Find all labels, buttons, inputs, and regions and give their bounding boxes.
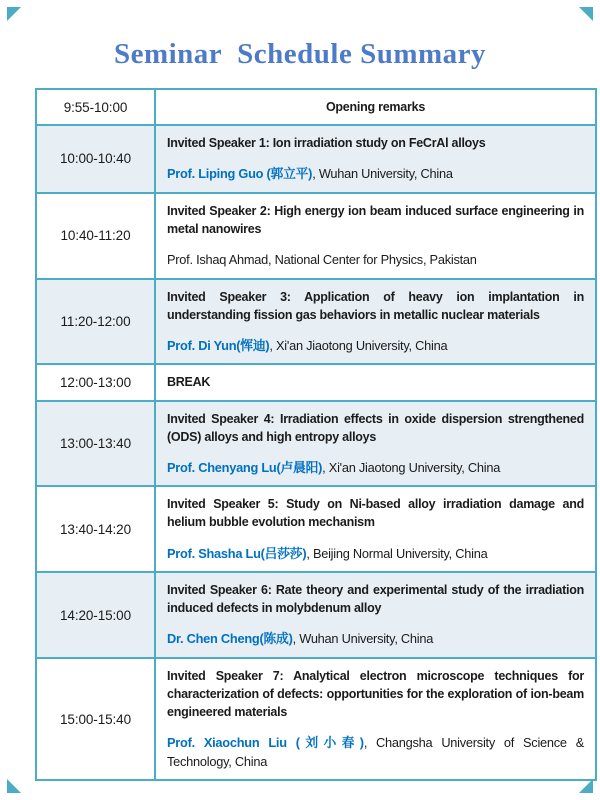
time-cell: 14:20-15:00 <box>36 572 155 658</box>
speaker-line <box>167 630 584 649</box>
speaker-line <box>167 251 584 270</box>
time-cell: 11:20-12:00 <box>36 279 155 365</box>
speaker-affiliation: , Xi'an Jiaotong University, China <box>322 459 501 475</box>
session-cell <box>155 486 596 572</box>
time-cell: 13:00-13:40 <box>36 401 155 487</box>
speaker-name: Prof. Xiaochun Liu (刘小春) <box>167 735 364 751</box>
speaker-name: Prof. Liping Guo (郭立平) <box>167 166 313 182</box>
time-cell: 15:00-15:40 <box>36 658 155 780</box>
speaker-name: Prof. Chenyang Lu(卢晨阳) <box>167 459 323 475</box>
time-cell: 10:00-10:40 <box>36 125 155 193</box>
speaker-affiliation: Prof. Ishaq Ahmad, National Center for Physics, Pakistan <box>167 252 477 268</box>
session-title: Invited Speaker 7: Analytical electron microscope techniques for characterization of defects: opportunities for the exploration of ion-beam engineered materials <box>167 668 584 720</box>
time-cell: 12:00-13:00 <box>36 364 155 400</box>
corner-triangle-top-left-icon <box>7 7 21 21</box>
session-cell <box>155 401 596 487</box>
table-row <box>36 401 596 487</box>
speaker-line <box>167 545 584 564</box>
table-row <box>36 572 596 658</box>
session-cell <box>155 658 596 780</box>
table-row <box>36 658 596 780</box>
session-title: Invited Speaker 1: Ion irradiation study on FeCrAl alloys <box>167 136 486 151</box>
page-title: Seminar Schedule Summary <box>113 38 487 70</box>
corner-triangle-top-right-icon <box>579 7 593 21</box>
speaker-affiliation: , Changsha University of Science & Technology, China <box>167 735 584 769</box>
session-title: Invited Speaker 3: Application of heavy ion implantation in understanding fission gas behaviors in metallic nuclear materials <box>167 289 584 322</box>
speaker-name: Prof. Di Yun(恽迪) <box>167 337 270 353</box>
session-cell <box>155 125 596 193</box>
speaker-affiliation: , Beijing Normal University, China <box>306 545 488 561</box>
session-title: Invited Speaker 6: Rate theory and experimental study of the irradiation induced defects in molybdenum alloy <box>167 583 584 616</box>
session-title: Invited Speaker 2: High energy ion beam induced surface engineering in metal nanowires <box>167 203 584 236</box>
time-cell: 9:55-10:00 <box>36 89 155 125</box>
speaker-line <box>167 734 584 771</box>
time-cell: 13:40-14:20 <box>36 486 155 572</box>
session-cell <box>155 193 596 279</box>
speaker-line <box>167 337 584 356</box>
speaker-affiliation: , Wuhan University, China <box>312 166 453 182</box>
schedule-table <box>35 88 597 781</box>
speaker-line <box>167 459 584 478</box>
speaker-name: Dr. Chen Cheng(陈成) <box>167 631 293 647</box>
session-title: BREAK <box>167 375 211 390</box>
table-row <box>36 125 596 193</box>
speaker-affiliation: , Wuhan University, China <box>292 631 434 647</box>
speaker-line <box>167 165 584 184</box>
table-row <box>36 89 596 125</box>
session-cell <box>155 89 596 125</box>
session-cell <box>155 364 596 400</box>
session-title: Invited Speaker 5: Study on Ni-based alloy irradiation damage and helium bubble evolution mechanism <box>167 497 584 530</box>
table-row <box>36 193 596 279</box>
table-row <box>36 279 596 365</box>
session-cell <box>155 279 596 365</box>
time-cell: 10:40-11:20 <box>36 193 155 279</box>
corner-triangle-bottom-left-icon <box>7 779 21 793</box>
speaker-affiliation: , Xi'an Jiaotong University, China <box>269 337 448 353</box>
table-row <box>36 486 596 572</box>
session-cell <box>155 572 596 658</box>
session-title: Invited Speaker 4: Irradiation effects in oxide dispersion strengthened (ODS) alloys and high entropy alloys <box>167 411 584 444</box>
table-row <box>36 364 596 400</box>
speaker-name: Prof. Shasha Lu(吕莎莎) <box>167 545 307 561</box>
session-title: Opening remarks <box>325 100 426 114</box>
